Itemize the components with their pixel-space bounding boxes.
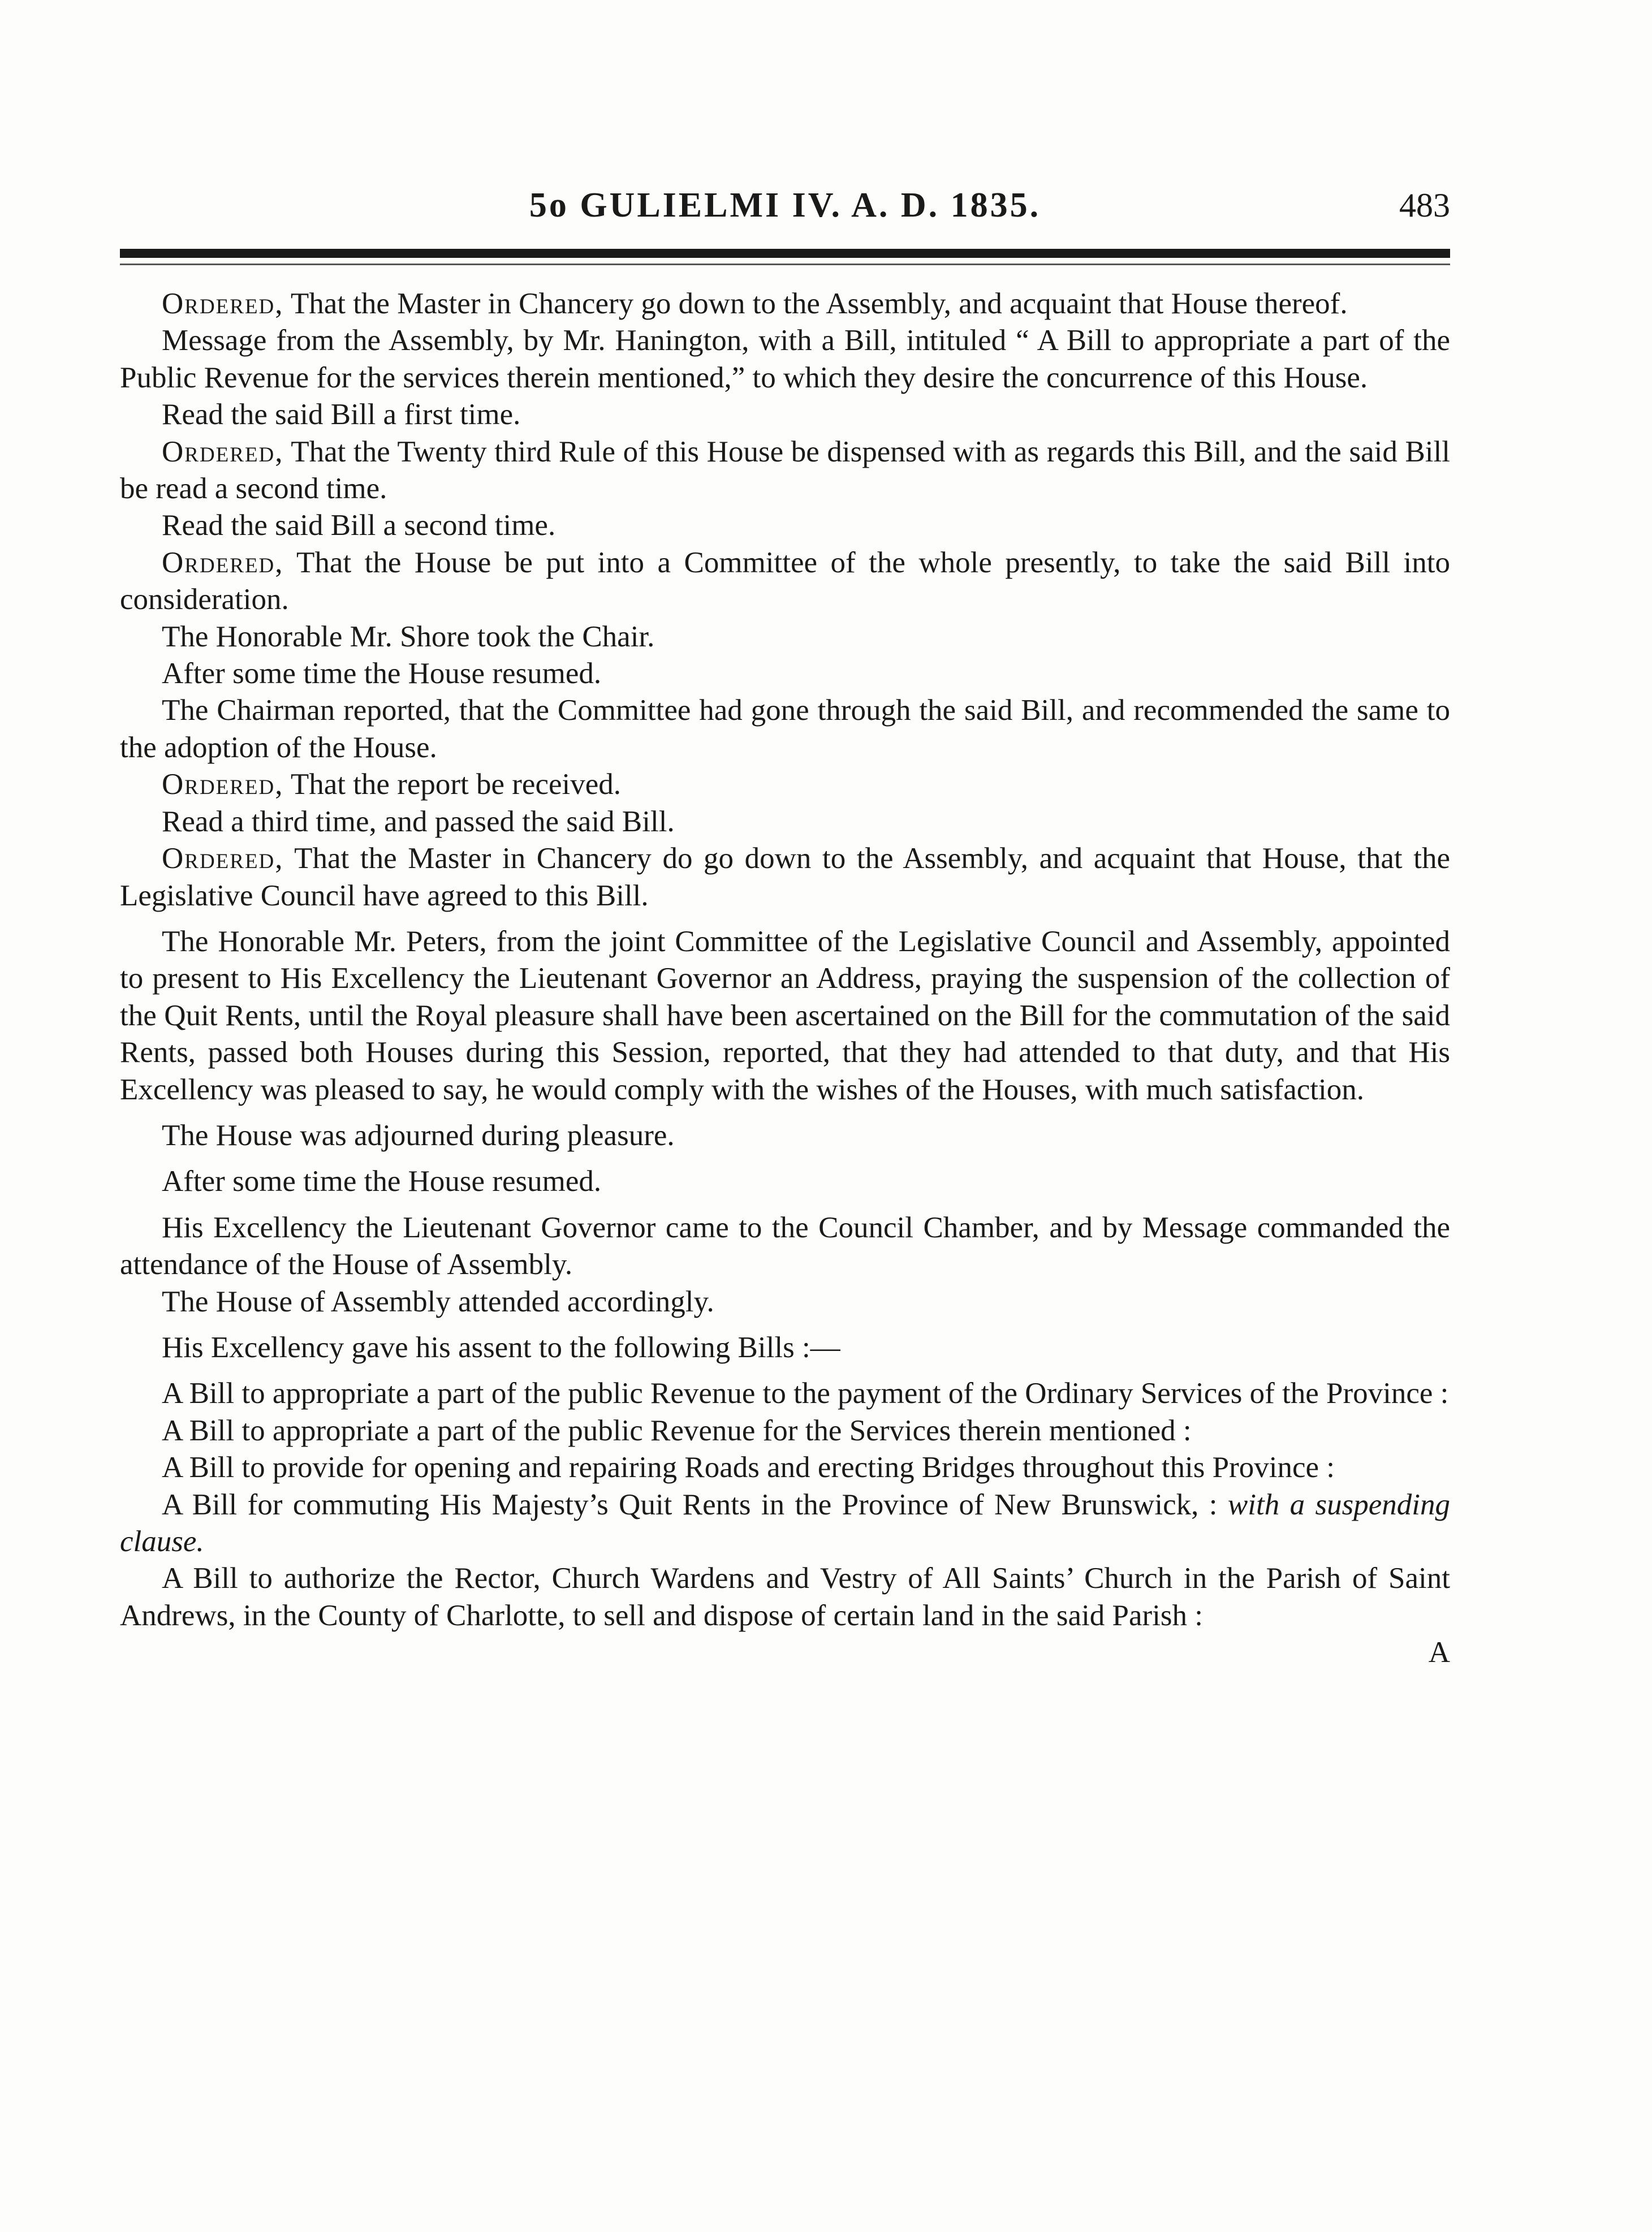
- paragraph-text: A Bill to provide for opening and repairing Roads and erecting Bridges throughout this Province :: [162, 1451, 1335, 1484]
- paragraph: [120, 1413, 1450, 1449]
- paragraph: [120, 655, 1450, 692]
- header-rule: [120, 249, 1450, 258]
- paragraph-text: After some time the House resumed.: [162, 1165, 602, 1198]
- paragraph: [120, 322, 1450, 396]
- ordered-lead: Ordered,: [162, 287, 284, 320]
- header-rule-thin: [120, 264, 1450, 265]
- paragraph: [120, 1560, 1450, 1634]
- paragraph-text: A Bill for commuting His Majesty’s Quit Rents in the Province of New Brunswick, :: [162, 1488, 1218, 1521]
- paragraph: [120, 619, 1450, 655]
- paragraph-text: The Chairman reported, that the Committee had gone through the said Bill, and recommended the same to the adoption of the House.: [120, 694, 1450, 764]
- paragraph-text: Read a third time, and passed the said Bill.: [162, 805, 675, 838]
- paragraph: [120, 766, 1450, 803]
- paragraph: [120, 804, 1450, 840]
- paragraph-text: That the House be put into a Committee of the whole presently, to take the said Bill into consideration.: [120, 546, 1450, 616]
- paragraph: [120, 923, 1450, 1108]
- paragraph-text: Read the said Bill a first time.: [162, 398, 521, 431]
- paragraph-text: Read the said Bill a second time.: [162, 509, 556, 542]
- paragraph: [120, 545, 1450, 619]
- ordered-lead: Ordered,: [162, 842, 284, 875]
- ordered-lead: Ordered,: [162, 768, 284, 801]
- paragraph-text: A Bill to authorize the Rector, Church Wardens and Vestry of All Saints’ Church in the Parish of Saint Andrews, in the County of Charlotte, to sell and dispose of certain land in the said Parish :: [120, 1562, 1450, 1632]
- italic-clause: with a suspending clause.: [120, 1488, 1450, 1558]
- paragraph-text: After some time the House resumed.: [162, 657, 602, 690]
- paragraph-text: A Bill to appropriate a part of the public Revenue to the payment of the Ordinary Services of the Province :: [162, 1377, 1449, 1410]
- paragraph-text: The Honorable Mr. Shore took the Chair.: [162, 620, 655, 653]
- catchword: A: [1428, 1636, 1450, 1669]
- paragraph: [120, 1117, 1450, 1154]
- ordered-lead: Ordered,: [162, 546, 284, 579]
- paragraph-text: That the Twenty third Rule of this House be dispensed with as regards this Bill, and the said Bill be read a second time.: [120, 435, 1450, 506]
- paragraph: [120, 1210, 1450, 1284]
- body-text: [120, 286, 1450, 1672]
- paragraph: [120, 840, 1450, 914]
- paragraph: [120, 396, 1450, 433]
- paragraph: [120, 507, 1450, 544]
- paragraph: [120, 286, 1450, 322]
- page-number: 483: [1399, 187, 1450, 224]
- paragraph: [120, 1449, 1450, 1486]
- paragraph-text: The Honorable Mr. Peters, from the joint Committee of the Legislative Council and Assembly, appointed to present to His Excellency the Lieutenant Governor an Address, praying the suspension of the collection of the Quit Rents, until the Royal pleasure shall have been ascertained on the Bill for the commutation of the said Rents, passed both Houses during this Session, reported, that they had attended to that duty, and that His Excellency was pleased to say, he would comply with the wishes of the Houses, with much satisfaction.: [120, 925, 1450, 1106]
- page-header: [120, 180, 1450, 242]
- paragraph-text: Message from the Assembly, by Mr. Hanington, with a Bill, intituled “ A Bill to appropriate a part of the Public Revenue for the services therein mentioned,” to which they desire the concurrence of this House.: [120, 324, 1450, 394]
- paragraph-text: His Excellency the Lieutenant Governor came to the Council Chamber, and by Message commanded the attendance of the House of Assembly.: [120, 1211, 1450, 1281]
- paragraph-text: A Bill to appropriate a part of the public Revenue for the Services therein mentioned :: [162, 1414, 1192, 1447]
- paragraph: [120, 1329, 1450, 1366]
- paragraph-text: The House was adjourned during pleasure.: [162, 1119, 675, 1152]
- paragraph: [120, 434, 1450, 508]
- paragraph-text: That the Master in Chancery go down to the Assembly, and acquaint that House thereof.: [283, 287, 1348, 320]
- paragraph-text: The House of Assembly attended accordingly.: [162, 1285, 714, 1318]
- paragraph-text: His Excellency gave his assent to the following Bills :—: [162, 1331, 840, 1364]
- paragraph-text: That the Master in Chancery do go down to the Assembly, and acquaint that House, that the Legislative Council have agreed to this Bill.: [120, 842, 1450, 912]
- ordered-lead: Ordered,: [162, 435, 284, 468]
- paragraph-text: That the report be received.: [283, 768, 621, 801]
- paragraph: [120, 1284, 1450, 1320]
- running-head: 5o GULIELMI IV. A. D. 1835.: [529, 186, 1041, 225]
- paragraph: [120, 1375, 1450, 1412]
- paragraph: [120, 692, 1450, 766]
- paragraph: [120, 1487, 1450, 1561]
- paragraph: [120, 1163, 1450, 1200]
